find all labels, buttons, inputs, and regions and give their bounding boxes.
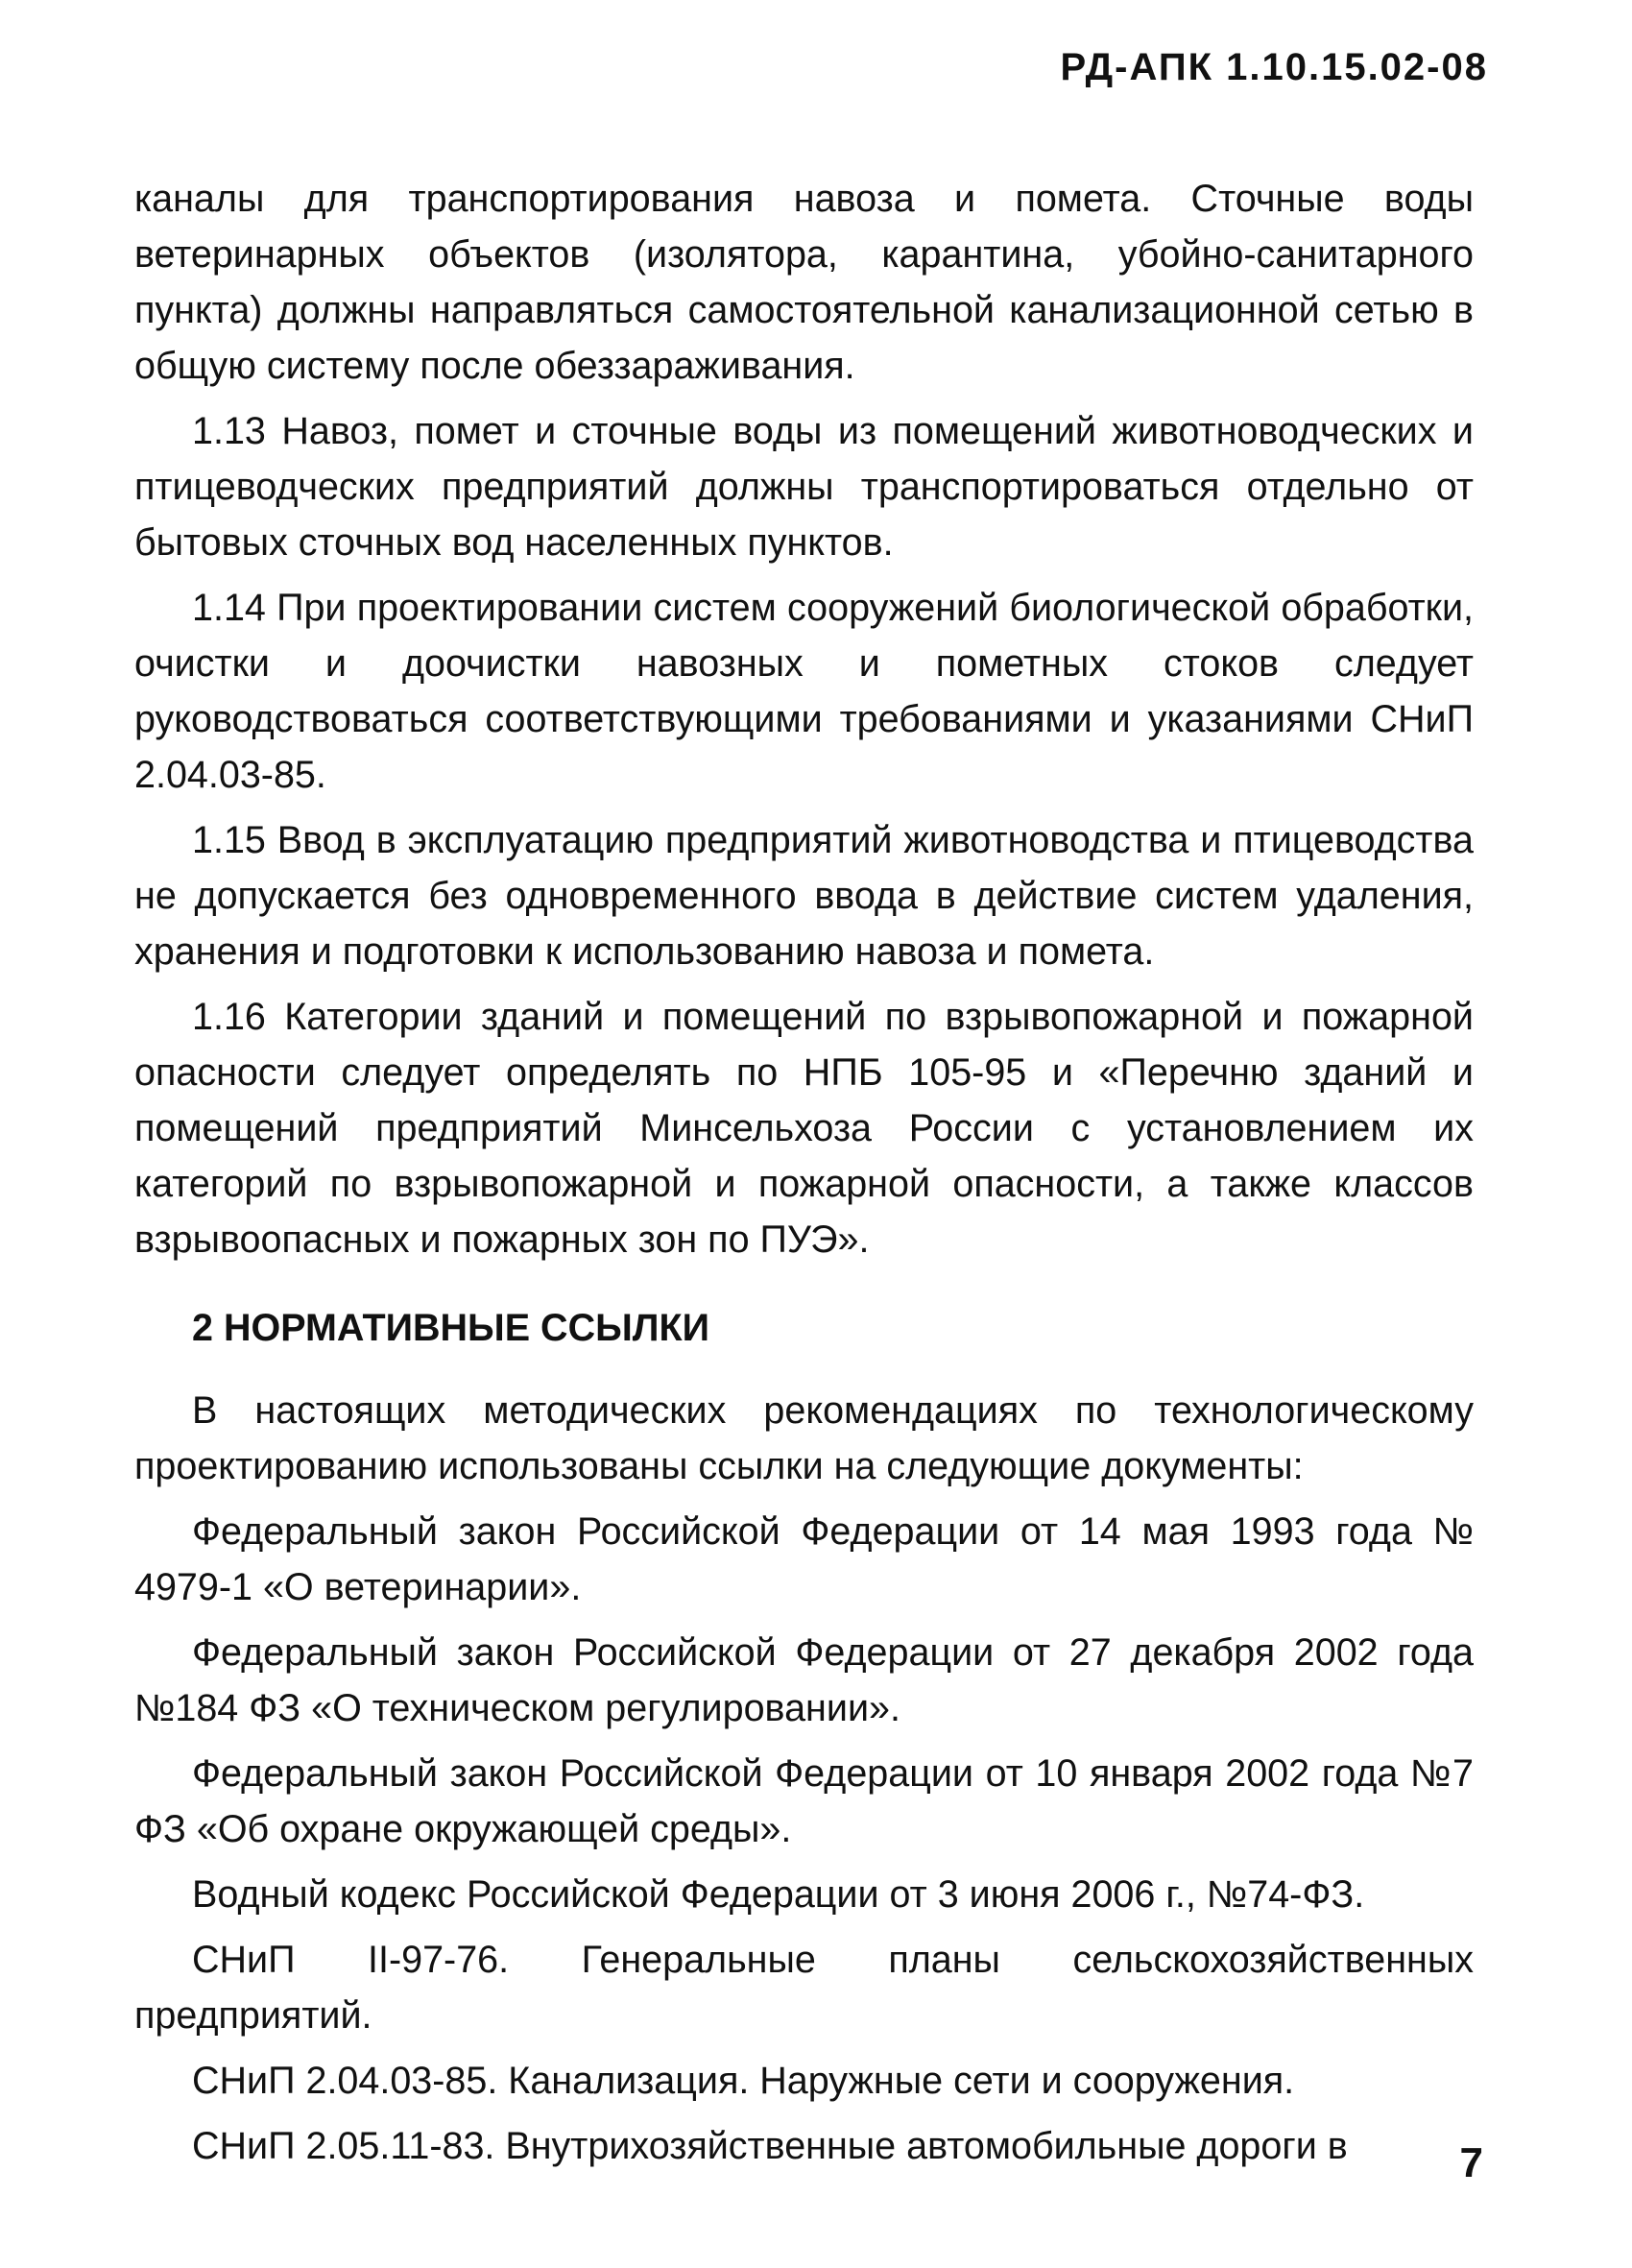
references-intro: В настоящих методических рекомендациях по технологическому проектированию использованы ссылки на следующие документы: — [134, 1389, 1474, 1487]
paragraph-1-15: 1.15 Ввод в эксплуатацию предприятий животноводства и птицеводства не допускается без одновременного ввода в действие систем удаления, хранения и подготовки к использованию навоза и помета. — [134, 819, 1474, 973]
page-number: 7 — [1459, 2139, 1483, 2186]
paragraph-1-14: 1.14 При проектировании систем сооружений биологической обработки, очистки и доочистки навозных и пометных стоков следует руководствоваться соответствующими требованиями и указаниями СНиП 2.04.03-85. — [134, 587, 1474, 796]
reference-item: Федеральный закон Российской Федерации от 14 мая 1993 года № 4979-1 «О ветеринарии». — [134, 1510, 1474, 1608]
reference-item: СНиП 2.05.11-83. Внутрихозяйственные автомобильные дороги в — [192, 2125, 1348, 2167]
reference-item: Водный кодекс Российской Федерации от 3 июня 2006 г., №74-ФЗ. — [192, 1873, 1365, 1916]
page-body — [134, 171, 1474, 2184]
paragraph-1-16: 1.16 Категории зданий и помещений по взрывопожарной и пожарной опасности следует определять по НПБ 105-95 и «Перечню зданий и помещений предприятий Минсельхоза России с установлением их категорий по взрывопожарной и пожарной опасности, а также классов взрывоопасных и пожарных зон по ПУЭ». — [134, 996, 1474, 1261]
reference-item: СНиП II-97-76. Генеральные планы сельскохозяйственных предприятий. — [134, 1939, 1474, 2037]
paragraph-continued: каналы для транспортирования навоза и помета. Сточные воды ветеринарных объектов (изолятора, карантина, убойно-санитарного пункта) должны направляться самостоятельной канализационной сетью в общую систему после обеззараживания. — [134, 178, 1474, 387]
document-code: РД-АПК 1.10.15.02-08 — [1060, 46, 1488, 88]
reference-item: Федеральный закон Российской Федерации от 10 января 2002 года №7 ФЗ «Об охране окружающей среды». — [134, 1752, 1474, 1850]
reference-item: СНиП 2.04.03-85. Канализация. Наружные сети и сооружения. — [192, 2060, 1295, 2102]
paragraph-1-13: 1.13 Навоз, помет и сточные воды из помещений животноводческих и птицеводческих предприятий должны транспортироваться отдельно от бытовых сточных вод населенных пунктов. — [134, 410, 1474, 564]
reference-item: Федеральный закон Российской Федерации от 27 декабря 2002 года №184 ФЗ «О техническом регулировании». — [134, 1631, 1474, 1729]
section-heading: 2 НОРМАТИВНЫЕ ССЫЛКИ — [192, 1307, 709, 1349]
